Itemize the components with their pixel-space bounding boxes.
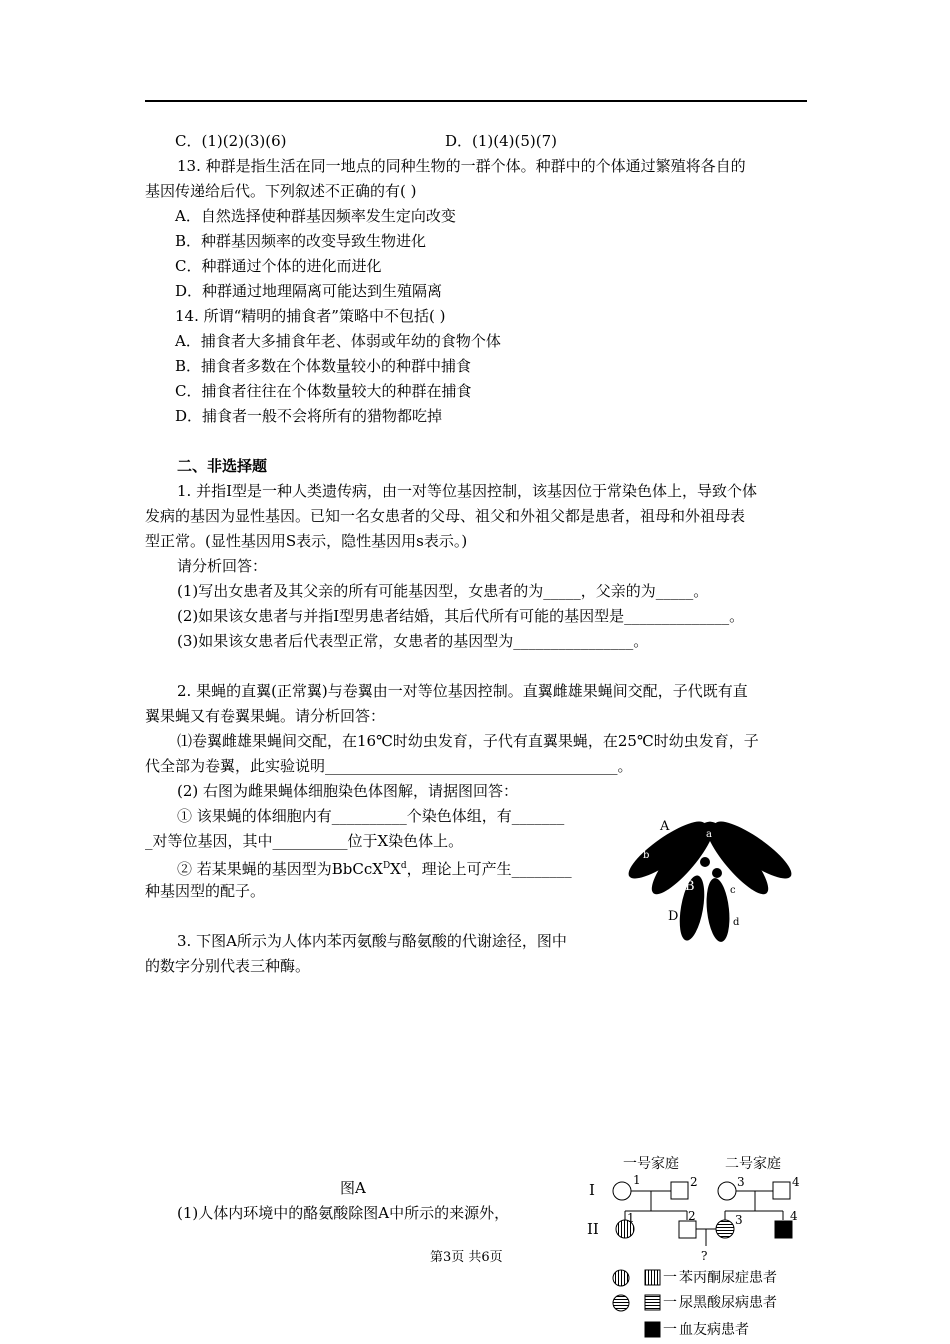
f2-i3-num: 3 — [737, 1175, 745, 1189]
q12-option-c: C．(1)(2)(3)(6) — [175, 132, 287, 150]
p1-question1: (1)写出女患者及其父亲的所有可能基因型，女患者的为_____，父亲的为_____。 — [177, 582, 709, 600]
page-footer: 第3页 共6页 — [430, 1250, 503, 1265]
legend-dash-3: 一 — [663, 1322, 677, 1338]
f2-ii4-num: 4 — [790, 1209, 798, 1223]
q14-option-b: B．捕食者多数在个体数量较小的种群中捕食 — [175, 357, 472, 375]
q13-option-d: D．种群通过地理隔离可能达到生殖隔离 — [175, 282, 443, 300]
f1-ii2-male — [679, 1221, 696, 1238]
genotype-suffix: ，理论上可产生________ — [406, 860, 572, 878]
p1-line4: 请分析回答： — [177, 557, 268, 575]
header-rule — [145, 100, 807, 102]
p2-line1: 2. 果蝇的直翼(正常翼)与卷翼由一对等位基因控制。直翼雌雄果蝇间交配，子代既有直 — [177, 682, 748, 700]
genotype-x: X — [390, 860, 401, 878]
legend-pku-female-icon — [613, 1270, 629, 1286]
section-title: 二、非选择题 — [177, 457, 268, 475]
genotype-prefix: ② 若某果蝇的基因型为BbCcX — [177, 860, 383, 878]
label-a: a — [706, 829, 712, 840]
legend-alkaptonuria-male-icon — [645, 1295, 660, 1310]
f1-i1-female — [613, 1182, 631, 1200]
chromosome-dot-2 — [712, 868, 722, 878]
label-b: b — [643, 850, 650, 861]
legend-dash-1: 一 — [663, 1270, 677, 1286]
q13-option-a: A．自然选择使种群基因频率发生定向改变 — [175, 207, 456, 225]
f2-i3-female — [718, 1182, 736, 1200]
p2-question2b-line1 — [177, 856, 572, 879]
legend-hemophilia-text: 血友病患者 — [679, 1322, 749, 1338]
genotype-sup-d-upper: D — [382, 861, 391, 871]
legend-pku-text: 苯丙酮尿症患者 — [679, 1270, 777, 1286]
label-B: B — [685, 879, 695, 894]
p2-question2: (2) 右图为雌果蝇体细胞染色体图解，请据图回答： — [177, 782, 519, 800]
f2-i4-num: 4 — [792, 1175, 800, 1189]
p2-line2: 翼果蝇又有卷翼果蝇。请分析回答： — [145, 707, 386, 725]
p1-question2: (2)如果该女患者与并指I型男患者结婚，其后代所有可能的基因型是______________。 — [177, 607, 745, 625]
family2-title: 二号家庭 — [725, 1156, 781, 1172]
q13-stem-line1: 13. 种群是指生活在同一地点的同种生物的一群个体。种群中的个体通过繁殖将各自的 — [177, 157, 746, 175]
genotype-sup-d-lower: d — [400, 861, 407, 871]
p1-line2: 发病的基因为显性基因。已知一名女患者的父母、祖父和外祖父都是患者，祖母和外祖母表 — [145, 507, 746, 525]
gen2-label: II — [587, 1220, 599, 1238]
q14-option-c: C．捕食者往往在个体数量较大的种群在捕食 — [175, 382, 472, 400]
label-C: C — [763, 847, 773, 862]
f1-ii1-num: 1 — [627, 1211, 635, 1225]
f2-ii3-num: 3 — [735, 1213, 743, 1227]
q13-stem-line2: 基因传递给后代。下列叙述不正确的有( ) — [145, 182, 417, 200]
f2-ii3-affected-female — [716, 1220, 734, 1238]
label-c: c — [730, 885, 736, 896]
p3-question1: (1)人体内环境中的酪氨酸除图A中所示的来源外， — [177, 1204, 510, 1222]
f1-i2-num: 2 — [690, 1175, 698, 1189]
f1-i1-num: 1 — [633, 1173, 641, 1187]
legend-hemophilia-male-icon — [645, 1322, 660, 1337]
chromosome-diagram — [625, 800, 795, 945]
q14-stem: 14. 所谓“精明的捕食者”策略中不包括( ) — [175, 307, 446, 325]
chromosome-dot-1 — [700, 857, 710, 867]
f1-ii2-num: 2 — [688, 1209, 696, 1223]
legend-pku-male-icon — [645, 1270, 660, 1285]
label-A: A — [660, 819, 670, 834]
p2-question2b-line2: 种基因型的配子。 — [145, 882, 266, 900]
p2-question2a-line1: ① 该果蝇的体细胞内有__________个染色体组，有_______ — [177, 807, 565, 825]
q14-option-d: D．捕食者一般不会将所有的猎物都吃掉 — [175, 407, 443, 425]
p1-line3: 型正常。(显性基因用S表示，隐性基因用s表示。) — [145, 532, 468, 550]
gen1-label: I — [589, 1181, 595, 1199]
p2-question2a-line2: _对等位基因，其中__________位于X染色体上。 — [145, 832, 464, 850]
p1-question3: (3)如果该女患者后代表型正常，女患者的基因型为________________。 — [177, 632, 649, 650]
q14-option-a: A．捕食者大多捕食年老、体弱或年幼的食物个体 — [175, 332, 501, 350]
unknown-child: ? — [701, 1249, 708, 1263]
p2-question1a: ⑴卷翼雌雄果蝇间交配，在16℃时幼虫发育，子代有直翼果蝇，在25℃时幼虫发育，子 — [177, 732, 759, 750]
family1-title: 一号家庭 — [623, 1156, 679, 1172]
f2-i4-male — [773, 1182, 790, 1199]
legend-alkaptonuria-text: 尿黑酸尿病患者 — [679, 1295, 777, 1311]
f2-ii4-affected-male — [775, 1221, 792, 1238]
p1-line1: 1. 并指I型是一种人类遗传病，由一对等位基因控制，该基因位于常染色体上，导致个体 — [177, 482, 758, 500]
p3-line2: 的数字分别代表三种酶。 — [145, 957, 311, 975]
figure-a-label: 图A — [340, 1179, 366, 1197]
p2-question1b: 代全部为卷翼，此实验说明_______________________________________。 — [145, 757, 633, 775]
label-d: d — [733, 917, 740, 928]
label-D: D — [668, 909, 679, 924]
f1-i2-male — [671, 1182, 688, 1199]
q12-option-d: D．(1)(4)(5)(7) — [445, 132, 558, 150]
pedigree-chart — [575, 1148, 825, 1344]
legend-alkaptonuria-female-icon — [613, 1295, 629, 1311]
q13-option-b: B．种群基因频率的改变导致生物进化 — [175, 232, 427, 250]
legend-dash-2: 一 — [663, 1295, 677, 1311]
chromosome-d — [704, 877, 733, 943]
q13-option-c: C．种群通过个体的进化而进化 — [175, 257, 382, 275]
p3-line1: 3. 下图A所示为人体内苯丙氨酸与酪氨酸的代谢途径，图中 — [177, 932, 567, 950]
